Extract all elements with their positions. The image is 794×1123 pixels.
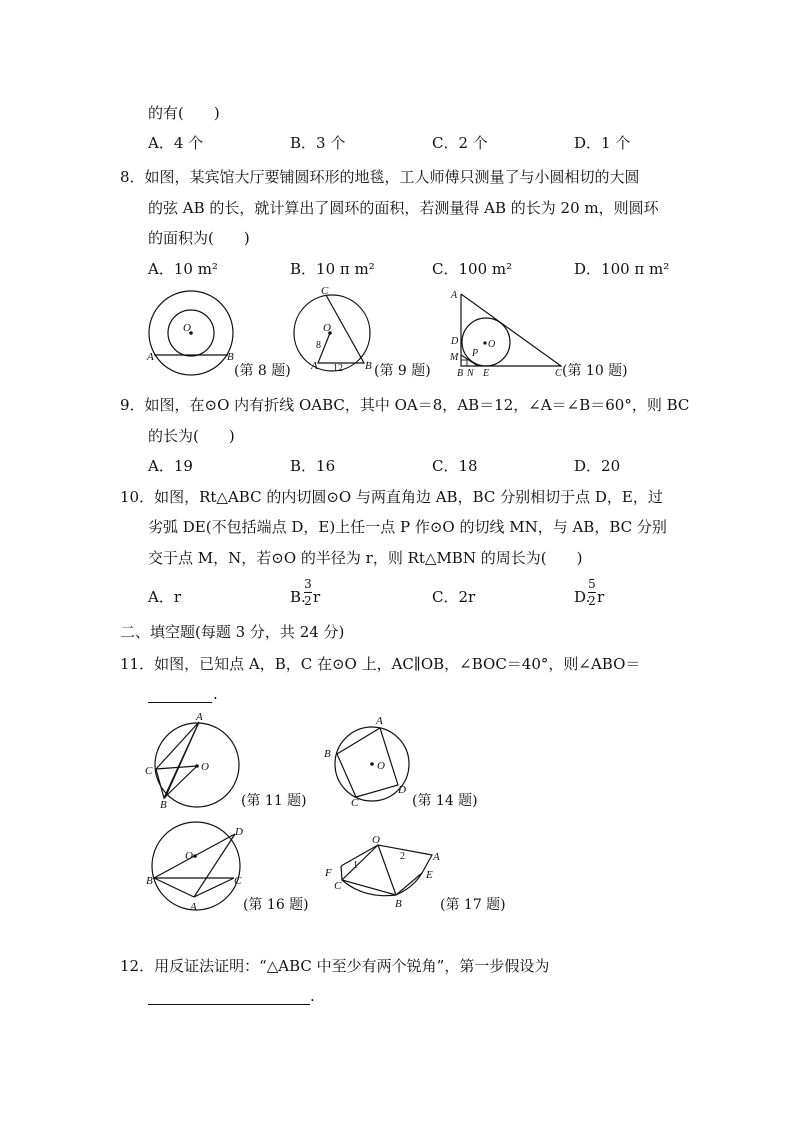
fig10-label-b: B — [457, 368, 464, 379]
fig10-label-n: N — [467, 368, 474, 379]
q9-option-c: C．18 — [432, 457, 478, 475]
fig16-label-c: C — [234, 875, 242, 887]
figure-q17 — [320, 835, 445, 915]
figure-q9 — [290, 285, 380, 375]
caption-q16: (第 16 题) — [243, 897, 309, 913]
caption-q17: (第 17 题) — [440, 897, 506, 913]
fig17-label-2: 2 — [400, 851, 405, 862]
section-2-heading: 二、填空题(每题 3 分，共 24 分) — [120, 623, 345, 641]
fig9-label-8: 8 — [316, 340, 321, 351]
q10-option-d-prefix: D. — [574, 588, 591, 606]
q7-option-c: C．2 个 — [432, 134, 488, 152]
q10-option-a: A．r — [148, 588, 182, 606]
q10-option-b-prefix: B. — [290, 588, 306, 606]
fig16-label-d: D — [235, 826, 243, 838]
q10-line-1: 10．如图，Rt△ABC 的内切圆⊙O 与两直角边 AB，BC 分别相切于点 D，E，过 — [120, 488, 663, 506]
figure-q16 — [142, 818, 250, 918]
caption-q8: (第 8 题) — [234, 363, 291, 379]
fig10-label-p: P — [472, 348, 479, 359]
q9-option-a: A．19 — [148, 457, 193, 475]
caption-q10: (第 10 题) — [562, 363, 628, 379]
q10-line-2: 劣弧 DE(不包括端点 D，E)上任一点 P 作⊙O 的切线 MN，与 AB，BC 分别 — [148, 518, 667, 536]
q10-option-d-fraction-bar — [588, 592, 596, 593]
fig17-label-c: C — [334, 880, 342, 892]
fig14-label-d: D — [398, 784, 406, 796]
q10-option-d — [574, 578, 614, 614]
fig8-label-o: O — [183, 322, 191, 334]
q9-option-d: D．20 — [574, 457, 621, 475]
fig16-label-o: O — [185, 850, 193, 862]
fig11-label-a: A — [196, 711, 203, 723]
fig8-label-b: B — [227, 351, 234, 363]
q8-line-1: 8．如图，某宾馆大厅要铺圆环形的地毯，工人师傅只测量了与小圆相切的大圆 — [120, 168, 640, 186]
q10-option-b-numerator: 3 — [304, 577, 312, 591]
fig14-label-o: O — [377, 760, 385, 772]
q11-answer-blank — [148, 702, 212, 703]
q10-option-d-numerator: 5 — [588, 577, 596, 591]
q10-option-d-suffix: r — [597, 588, 605, 606]
q8-option-a: A．10 m² — [148, 260, 218, 278]
q10-line-3: 交于点 M，N，若⊙O 的半径为 r，则 Rt△MBN 的周长为( ) — [148, 549, 583, 567]
q8-option-b: B．10 π m² — [290, 260, 375, 278]
q10-option-b-fraction-bar — [304, 592, 312, 593]
q8-option-d: D．100 π m² — [574, 260, 670, 278]
q12-answer-blank — [148, 1004, 310, 1005]
fig17-label-a: A — [433, 851, 440, 863]
fig10-label-a: A — [451, 290, 458, 301]
figure-q14 — [320, 712, 415, 808]
q10-option-c: C．2r — [432, 588, 476, 606]
fig17-label-o: O — [372, 835, 380, 846]
q12-line-1: 12．用反证法证明：“△ABC 中至少有两个锐角”，第一步假设为 — [120, 957, 550, 975]
q11-tail: . — [213, 685, 218, 703]
q10-option-d-denominator: 2 — [588, 594, 596, 608]
q11-line-1: 11．如图，已知点 A，B，C 在⊙O 上，AC∥OB，∠BOC＝40°，则∠ABO＝ — [120, 655, 641, 673]
q7-option-b: B．3 个 — [290, 134, 346, 152]
q9-line-2: 的长为( ) — [148, 427, 235, 445]
fig10-label-c: C — [555, 368, 562, 379]
figure-q8 — [145, 288, 245, 378]
fig10-label-o: O — [488, 339, 496, 350]
fig11-label-c: C — [145, 765, 153, 777]
q10-option-b-denominator: 2 — [304, 594, 312, 608]
fig9-label-12: 12 — [333, 363, 343, 374]
fig14-label-b: B — [324, 748, 331, 760]
fig17-label-f: F — [325, 867, 332, 879]
fig9-label-o: O — [323, 322, 331, 334]
figure-q11 — [140, 710, 245, 810]
q7-stem-tail: 的有( ) — [148, 104, 220, 122]
caption-q14: (第 14 题) — [412, 793, 478, 809]
q9-option-b: B．16 — [290, 457, 336, 475]
fig16-label-b: B — [146, 875, 153, 887]
fig14-label-c: C — [351, 797, 359, 808]
q8-option-c: C．100 m² — [432, 260, 513, 278]
fig10-label-e: E — [483, 368, 490, 379]
fig17-label-1: 1 — [353, 860, 358, 871]
q12-tail: . — [310, 987, 315, 1005]
q7-option-a: A．4 个 — [148, 134, 204, 152]
q8-line-3: 的面积为( ) — [148, 229, 250, 247]
caption-q9: (第 9 题) — [374, 363, 431, 379]
q9-line-1: 9．如图，在⊙O 内有折线 OABC，其中 OA＝8，AB＝12，∠A＝∠B＝60°，则 BC — [120, 396, 690, 414]
q10-option-b-suffix: r — [313, 588, 321, 606]
q10-option-b — [290, 578, 330, 614]
fig17-label-b: B — [395, 898, 402, 910]
caption-q11: (第 11 题) — [241, 793, 307, 809]
fig14-label-a: A — [376, 715, 383, 727]
q8-line-2: 的弦 AB 的长，就计算出了圆环的面积，若测量得 AB 的长为 20 m，则圆环 — [148, 199, 659, 217]
fig11-label-o: O — [201, 761, 209, 773]
fig9-label-b: B — [365, 360, 372, 372]
fig11-label-b: B — [160, 799, 167, 810]
fig17-label-e: E — [426, 869, 433, 881]
fig9-label-a: A — [311, 360, 318, 372]
fig10-label-d: D — [451, 336, 459, 347]
fig10-label-m: M — [450, 352, 459, 363]
fig8-label-a: A — [147, 351, 154, 363]
figure-q10 — [445, 288, 570, 380]
q7-option-d: D．1 个 — [574, 134, 631, 152]
fig16-label-a: A — [190, 901, 197, 913]
fig9-label-c: C — [321, 285, 329, 297]
